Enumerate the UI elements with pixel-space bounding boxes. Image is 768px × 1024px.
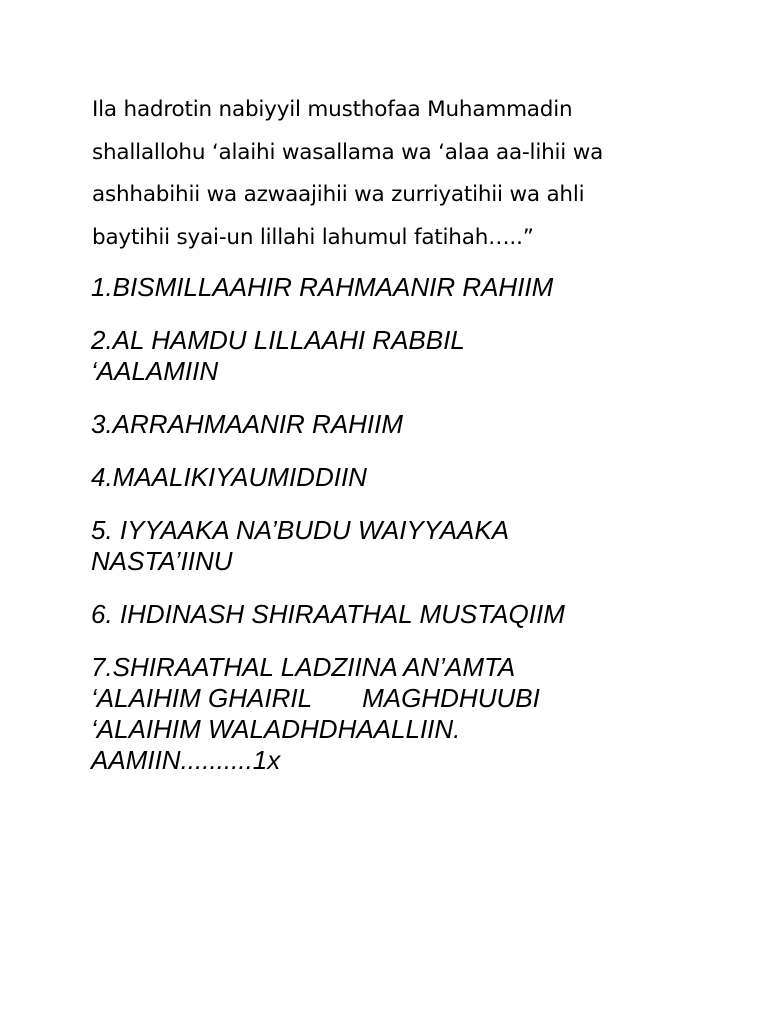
verse-line: 4.MAALIKIYAUMIDDIIN: [91, 462, 367, 492]
verse-4: [91, 462, 711, 493]
intro-line: baytihii syai-un lillahi lahumul fatihah…..”: [92, 224, 534, 250]
intro-line: ashhabihii wa azwaajihii wa zurriyatihii wa ahli: [92, 182, 585, 207]
verse-line: 3.ARRAHMAANIR RAHIIM: [91, 409, 404, 439]
verse-line: ‘AALAMIIN: [91, 356, 219, 386]
verse-line: 7.SHIRAATHAL LADZIINA AN’AMTA: [91, 652, 516, 682]
verse-6: [91, 599, 711, 630]
verse-line: 2.AL HAMDU LILLAAHI RABBIL: [91, 325, 465, 355]
verse-line: ‘ALAIHIM WALADHDHAALLIIN.: [91, 714, 461, 744]
verse-line: NASTA’IINU: [91, 546, 233, 576]
intro-line: Ila hadrotin nabiyyil musthofaa Muhammadin: [92, 97, 573, 122]
verse-line: 1.BISMILLAAHIR RAHMAANIR RAHIIM: [91, 272, 554, 302]
verse-line: AAMIIN..........1x: [91, 745, 281, 775]
verse-1: [91, 272, 711, 303]
verse-7: [91, 652, 711, 776]
verse-line: 6. IHDINASH SHIRAATHAL MUSTAQIIM: [91, 599, 565, 629]
verse-line: ‘ALAIHIM GHAIRIL MAGHDHUUBI: [91, 683, 540, 713]
verse-3: [91, 409, 711, 440]
intro-paragraph: [92, 89, 692, 259]
intro-line: shallallohu ‘alaihi wasallama wa ‘alaa aa-lihii wa: [92, 139, 604, 165]
verse-line: 5. IYYAAKA NA’BUDU WAIYYAAKA: [91, 515, 510, 545]
verse-5: [91, 515, 711, 577]
verse-2: [91, 325, 711, 387]
verse-list: [91, 272, 711, 798]
